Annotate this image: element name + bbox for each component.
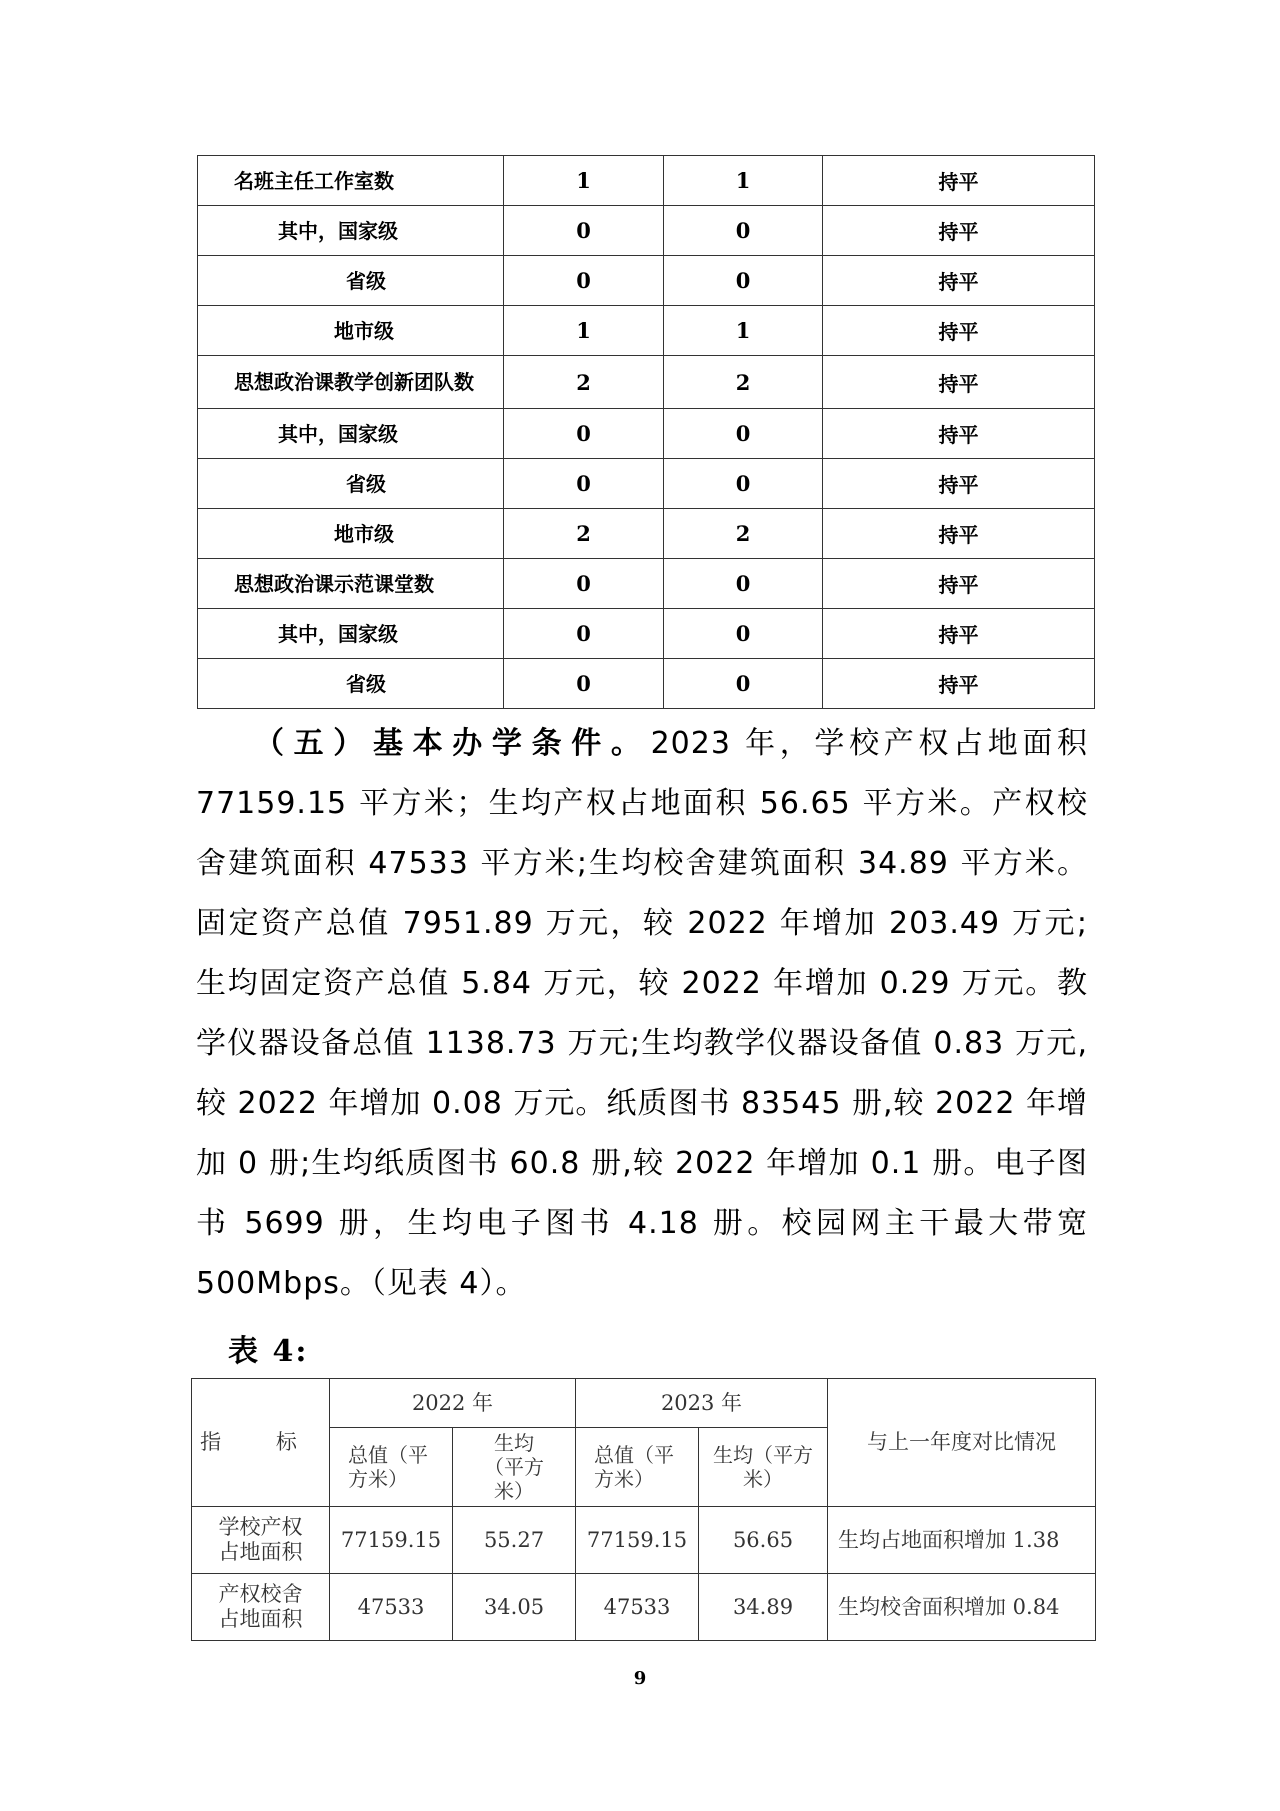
trend: 持平: [823, 509, 1095, 559]
value-2023: 2: [664, 356, 823, 409]
total-2022-header: 总值（平方米）: [330, 1428, 453, 1507]
table-4: [191, 1378, 1096, 1641]
trend: 持平: [823, 409, 1095, 459]
trend: 持平: [823, 206, 1095, 256]
indicator-header: 指 标: [192, 1379, 330, 1507]
trend: 持平: [823, 609, 1095, 659]
avg-2022: 55.27: [453, 1507, 576, 1574]
row-label: 其中，国家级: [198, 609, 504, 659]
avg-2023-header: 生均（平方米）: [699, 1428, 828, 1507]
trend: 持平: [823, 156, 1095, 206]
comparison: 生均占地面积增加 1.38: [828, 1507, 1096, 1574]
value-2022: 2: [504, 356, 664, 409]
row-label: 其中，国家级: [198, 206, 504, 256]
value-2022: 0: [504, 206, 664, 256]
trend: 持平: [823, 306, 1095, 356]
total-2023: 47533: [576, 1574, 699, 1641]
avg-2023: 34.89: [699, 1574, 828, 1641]
value-2023: 0: [664, 459, 823, 509]
table-row: [198, 306, 1095, 356]
year-2023-header: 2023 年: [576, 1379, 828, 1428]
value-2022: 0: [504, 559, 664, 609]
table-row: [198, 256, 1095, 306]
table-row: [192, 1507, 1096, 1574]
avg-2022: 34.05: [453, 1574, 576, 1641]
value-2023: 0: [664, 206, 823, 256]
section-heading: （五）基本办学条件。: [254, 726, 651, 761]
value-2022: 0: [504, 256, 664, 306]
indicator: 学校产权占地面积: [192, 1507, 330, 1574]
page-number: 9: [633, 1668, 647, 1689]
table-row: [198, 509, 1095, 559]
total-2022: 77159.15: [330, 1507, 453, 1574]
table-row: [198, 156, 1095, 206]
value-2022: 0: [504, 659, 664, 709]
table-row: [198, 409, 1095, 459]
row-label: 地市级: [198, 306, 504, 356]
value-2023: 0: [664, 659, 823, 709]
table-row: [198, 559, 1095, 609]
row-label: 思想政治课教学创新团队数: [198, 356, 504, 409]
comparison: 生均校舍面积增加 0.84: [828, 1574, 1096, 1641]
row-label: 其中，国家级: [198, 409, 504, 459]
value-2023: 0: [664, 409, 823, 459]
value-2022: 1: [504, 156, 664, 206]
row-label: 名班主任工作室数: [198, 156, 504, 206]
value-2023: 1: [664, 156, 823, 206]
value-2022: 1: [504, 306, 664, 356]
indicator: 产权校舍占地面积: [192, 1574, 330, 1641]
table-row: [198, 206, 1095, 256]
total-2023: 77159.15: [576, 1507, 699, 1574]
trend: 持平: [823, 559, 1095, 609]
row-label: 省级: [198, 659, 504, 709]
total-2023-header: 总值（平方米）: [576, 1428, 699, 1507]
table-header-row: [192, 1379, 1096, 1428]
value-2022: 0: [504, 459, 664, 509]
table-row: [198, 659, 1095, 709]
comparison-header: 与上一年度对比情况: [828, 1379, 1096, 1507]
value-2023: 0: [664, 609, 823, 659]
table-4-label: 表 4:: [228, 1334, 309, 1369]
trend: 持平: [823, 659, 1095, 709]
value-2023: 1: [664, 306, 823, 356]
trend: 持平: [823, 256, 1095, 306]
row-label: 思想政治课示范课堂数: [198, 559, 504, 609]
section-body: 2023 年，学校产权占地面积 77159.15 平方米；生均产权占地面积 56.65 平方米。产权校舍建筑面积 47533 平方米;生均校舍建筑面积 34.89 平方米。固定资产总值 7951.89 万元，较 2022 年增加 203.49 万元;生均固定资产总值 5.84 万元，较 2022 年增加 0.29 万元。教学仪器设备总值 1138.73 万元;生均教学仪器设备值 0.83 万元,较 2022 年增加 0.08 万元。纸质图书 83545 册,较 2022 年增加 0 册;生均纸质图书 60.8 册,较 2022 年增加 0.1 册。电子图书 5699 册，生均电子图书 4.18 册。校园网主干最大带宽 500Mbps。（见表 4）。: [196, 726, 1089, 1301]
value-2022: 0: [504, 609, 664, 659]
year-2022-header: 2022 年: [330, 1379, 576, 1428]
value-2023: 0: [664, 559, 823, 609]
table-row: [198, 459, 1095, 509]
row-label: 省级: [198, 459, 504, 509]
avg-2022-header: 生均（平方米）: [453, 1428, 576, 1507]
value-2023: 0: [664, 256, 823, 306]
teacher-team-table: [197, 155, 1095, 709]
value-2022: 0: [504, 409, 664, 459]
value-2023: 2: [664, 509, 823, 559]
table-row: [198, 356, 1095, 409]
row-label: 省级: [198, 256, 504, 306]
table-row: [192, 1574, 1096, 1641]
avg-2023: 56.65: [699, 1507, 828, 1574]
trend: 持平: [823, 459, 1095, 509]
row-label: 地市级: [198, 509, 504, 559]
total-2022: 47533: [330, 1574, 453, 1641]
trend: 持平: [823, 356, 1095, 409]
value-2022: 2: [504, 509, 664, 559]
basic-conditions-paragraph: [196, 714, 1088, 1314]
table-row: [198, 609, 1095, 659]
